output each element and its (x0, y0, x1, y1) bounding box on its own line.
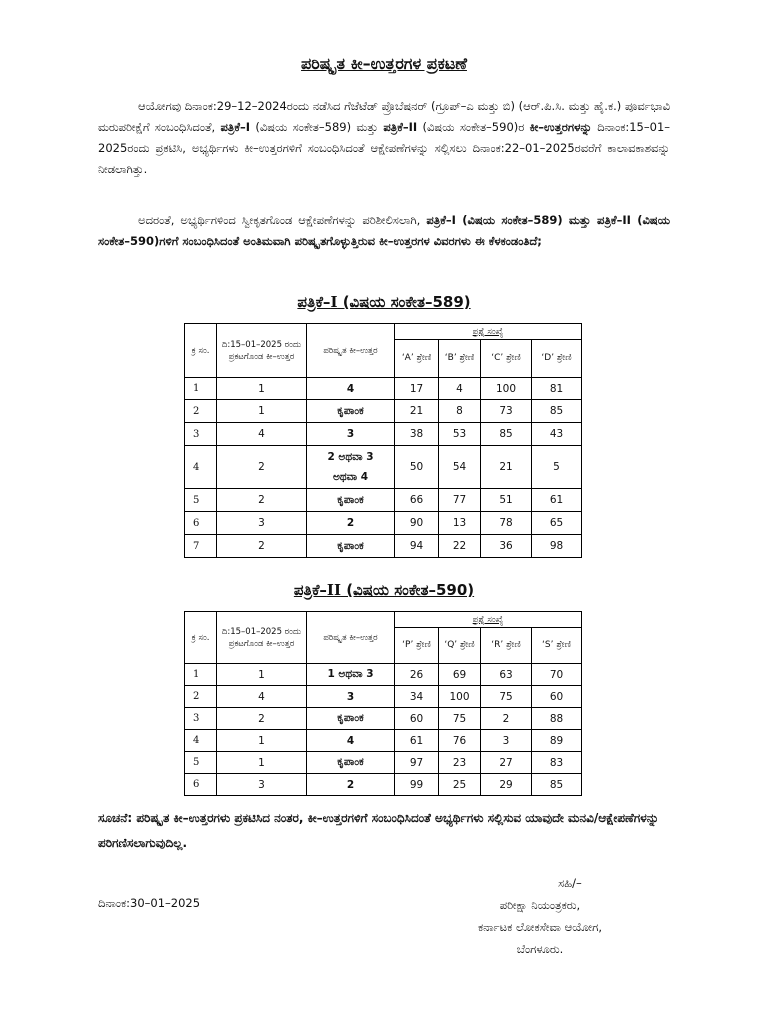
table-row (185, 708, 582, 730)
cell-published: 3 (217, 512, 307, 535)
signature-block (440, 872, 640, 960)
cell-sno: 3 (185, 708, 217, 730)
cell-series-r: 75 (481, 686, 532, 708)
cell-series-c: 51 (481, 489, 532, 512)
paper1-heading-b: I (330, 293, 338, 311)
cell-series-p: 26 (395, 664, 439, 686)
issue-date: ದಿನಾಂಕ:30–01–2025 (98, 896, 201, 910)
cell-sno: 5 (185, 489, 217, 512)
cell-series-c: 36 (481, 535, 532, 558)
cell-series-s: 60 (532, 686, 582, 708)
cell-sno: 7 (185, 535, 217, 558)
page-title: ಪರಿಷ್ಕೃತ ಕೀ–ಉತ್ತರಗಳ ಪ್ರಕಟಣೆ (301, 54, 467, 73)
cell-published: 2 (217, 708, 307, 730)
cell-published: 1 (217, 400, 307, 423)
paper2-header-series-p: ‘P’ ಶ್ರೇಣಿ (395, 628, 439, 664)
cell-series-a: 66 (395, 489, 439, 512)
cell-published: 1 (217, 752, 307, 774)
cell-sno: 4 (185, 730, 217, 752)
cell-series-b: 77 (439, 489, 481, 512)
cell-series-d: 85 (532, 400, 582, 423)
cell-revised: ಕೃಪಾಂಕ (307, 400, 395, 423)
cell-sno: 6 (185, 774, 217, 796)
cell-published: 4 (217, 686, 307, 708)
table-row (185, 752, 582, 774)
cell-series-s: 88 (532, 708, 582, 730)
cell-series-q: 76 (439, 730, 481, 752)
cell-published: 2 (217, 535, 307, 558)
table-row (185, 489, 582, 512)
followup-text-b: ಪತ್ರಿಕೆ–I (ವಿಷಯ ಸಂಕೇತ–589) ಮತ್ತು ಪತ್ರಿಕೆ–II (ವಿಷಯ ಸಂಕೇತ–590)ಗಳಿಗೆ ಸಂಬಂಧಿಸಿದಂತೆ ಅಂತಿಮವಾಗಿ ಪರಿಷ್ಕೃತಗೊಳ್ಳುತ್ತಿರುವ ಕೀ–ಉತ್ತರಗಳ ವಿವರಗಳು ಈ ಕೆಳಕಂಡಂತಿದೆ; (98, 213, 671, 248)
cell-series-a: 94 (395, 535, 439, 558)
paper1-heading (0, 293, 768, 311)
cell-series-a: 21 (395, 400, 439, 423)
table-row (185, 535, 582, 558)
table-row (185, 446, 582, 489)
cell-series-r: 29 (481, 774, 532, 796)
cell-series-c: 85 (481, 423, 532, 446)
paper2-heading-c: (ವಿಷಯ ಸಂಕೇತ–590) (340, 581, 475, 599)
cell-sno: 2 (185, 686, 217, 708)
intro-text-a: ಆಯೋಗವು ದಿನಾಂಕ:29–12–2024ರಂದು ನಡೆಸಿದ ಗೆಜೆಟೆಡ್ ಪ್ರೊಬೆಷನರ್ (ಗ್ರೂಪ್–ಎ ಮತ್ತು ಬಿ) (ಆರ್.ಪಿ.ಸಿ. ಮತ್ತು ಹೈ.ಕ.) ಪೂರ್ವಭಾವಿ ಮರುಪರೀಕ್ಷೆಗೆ ಸಂಬಂಧಿಸಿದಂತೆ, (98, 99, 670, 134)
paper1-header-published: ದಿ:15–01–2025 ರಂದು ಪ್ರಕಟಗೊಂಡ ಕೀ–ಉತ್ತರ (217, 324, 307, 378)
cell-series-s: 85 (532, 774, 582, 796)
paper1-header-series-d: ‘D’ ಶ್ರೇಣಿ (532, 340, 582, 378)
cell-sno: 6 (185, 512, 217, 535)
cell-series-b: 4 (439, 378, 481, 400)
paper1-heading-c: (ವಿಷಯ ಸಂಕೇತ–589) (337, 293, 471, 311)
cell-series-a: 17 (395, 378, 439, 400)
table-row (185, 730, 582, 752)
cell-series-c: 100 (481, 378, 532, 400)
cell-series-r: 63 (481, 664, 532, 686)
paper2-header-qno: ಪ್ರಶ್ನೆ ಸಂಖ್ಯೆ (395, 612, 582, 628)
paper1-heading-a: ಪತ್ರಿಕೆ– (297, 293, 331, 311)
followup-paragraph (98, 210, 670, 252)
cell-series-d: 61 (532, 489, 582, 512)
cell-revised: ಕೃಪಾಂಕ (307, 535, 395, 558)
cell-revised: 4 (307, 378, 395, 400)
paper2-heading-a: ಪತ್ರಿಕೆ– (293, 581, 327, 599)
followup-text-a: ಅದರಂತೆ, ಅಭ್ಯರ್ಥಿಗಳಿಂದ ಸ್ವೀಕೃತಗೊಂಡ ಆಕ್ಷೇಪಣೆಗಳನ್ನು ಪರಿಶೀಲಿಸಲಾಗಿ, (138, 213, 421, 227)
cell-series-a: 90 (395, 512, 439, 535)
cell-series-s: 89 (532, 730, 582, 752)
table-row (185, 774, 582, 796)
cell-series-s: 83 (532, 752, 582, 774)
cell-series-d: 5 (532, 446, 582, 489)
cell-revised: 2 ಅಥವಾ 3 ಅಥವಾ 4 (307, 446, 395, 489)
cell-series-p: 34 (395, 686, 439, 708)
cell-published: 1 (217, 664, 307, 686)
cell-published: 2 (217, 489, 307, 512)
table-row (185, 423, 582, 446)
cell-series-s: 70 (532, 664, 582, 686)
cell-revised: 4 (307, 730, 395, 752)
cell-revised: ಕೃಪಾಂಕ (307, 708, 395, 730)
cell-series-q: 23 (439, 752, 481, 774)
paper2-header-published: ದಿ:15–01–2025 ರಂದು ಪ್ರಕಟಗೊಂಡ ಕೀ–ಉತ್ತರ (217, 612, 307, 664)
paper1-header-sno: ಕ್ರ ಸಂ. (185, 324, 217, 378)
cell-series-p: 97 (395, 752, 439, 774)
cell-series-d: 43 (532, 423, 582, 446)
cell-series-d: 65 (532, 512, 582, 535)
cell-published: 3 (217, 774, 307, 796)
signature-sd: ಸಹಿ/– (558, 876, 582, 890)
cell-series-a: 38 (395, 423, 439, 446)
paper2-table (184, 611, 582, 796)
cell-published: 1 (217, 730, 307, 752)
paper1-table (184, 323, 582, 558)
intro-paper1: ಪತ್ರಿಕೆ–I (220, 120, 251, 134)
cell-sno: 1 (185, 378, 217, 400)
cell-series-b: 54 (439, 446, 481, 489)
cell-series-d: 98 (532, 535, 582, 558)
cell-series-p: 99 (395, 774, 439, 796)
cell-revised: 2 (307, 512, 395, 535)
cell-series-c: 21 (481, 446, 532, 489)
signature-place: ಬೆಂಗಳೂರು. (516, 942, 564, 956)
intro-text-g: ದಿನಾಂಕ:15–01–2025ರಂದು ಪ್ರಕಟಿಸಿ, ಅಭ್ಯರ್ಥಿಗಳು ಕೀ–ಉತ್ತರಗಳಿಗೆ ಸಂಬಂಧಿಸಿದಂತೆ ಆಕ್ಷೇಪಣೆಗಳನ್ನು ಸಲ್ಲಿಸಲು ದಿನಾಂಕ:22–01–2025ರವರೆಗೆ ಕಾಲಾವಕಾಶವನ್ನು ನೀಡಲಾಗಿತ್ತು. (98, 120, 671, 176)
cell-series-c: 78 (481, 512, 532, 535)
cell-series-a: 50 (395, 446, 439, 489)
signature-designation: ಪರೀಕ್ಷಾ ನಿಯಂತ್ರಕರು, (499, 898, 581, 912)
table-row (185, 512, 582, 535)
cell-revised: 2 (307, 774, 395, 796)
intro-text-c: (ವಿಷಯ ಸಂಕೇತ–589) ಮತ್ತು (255, 120, 379, 134)
cell-sno: 1 (185, 664, 217, 686)
signature-org: ಕರ್ನಾಟಕ ಲೋಕಸೇವಾ ಆಯೋಗ, (478, 920, 602, 934)
cell-sno: 3 (185, 423, 217, 446)
cell-series-p: 61 (395, 730, 439, 752)
paper2-header-series-q: ‘Q’ ಶ್ರೇಣಿ (439, 628, 481, 664)
intro-paper2: ಪತ್ರಿಕೆ–II (383, 120, 418, 134)
intro-text-e: (ವಿಷಯ ಸಂಕೇತ–590)ರ (422, 120, 525, 134)
cell-revised: 3 (307, 423, 395, 446)
cell-series-c: 73 (481, 400, 532, 423)
cell-series-r: 2 (481, 708, 532, 730)
cell-series-q: 69 (439, 664, 481, 686)
table-row (185, 664, 582, 686)
note-text: ಸೂಚನೆ: ಪರಿಷ್ಕೃತ ಕೀ–ಉತ್ತರಗಳು ಪ್ರಕಟಿಸಿದ ನಂತರ, ಕೀ–ಉತ್ತರಗಳಿಗೆ ಸಂಬಂಧಿಸಿದಂತೆ ಅಭ್ಯರ್ಥಿಗಳು ಸಲ್ಲಿಸುವ ಯಾವುದೇ ಮನವಿ/ಆಕ್ಷೇಪಣೆಗಳನ್ನು ಪರಿಗಣಿಸಲಾಗುವುದಿಲ್ಲ. (98, 811, 659, 850)
cell-series-p: 60 (395, 708, 439, 730)
cell-revised: 3 (307, 686, 395, 708)
cell-series-b: 13 (439, 512, 481, 535)
cell-sno: 5 (185, 752, 217, 774)
paper2-heading-b: II (326, 581, 341, 599)
cell-published: 4 (217, 423, 307, 446)
table-row (185, 378, 582, 400)
cell-series-q: 75 (439, 708, 481, 730)
cell-series-r: 3 (481, 730, 532, 752)
cell-revised: ಕೃಪಾಂಕ (307, 489, 395, 512)
paper1-header-revised: ಪರಿಷ್ಕೃತ ಕೀ–ಉತ್ತರ (307, 324, 395, 378)
paper2-header-revised: ಪರಿಷ್ಕೃತ ಕೀ–ಉತ್ತರ (307, 612, 395, 664)
cell-series-q: 25 (439, 774, 481, 796)
intro-paragraph (98, 96, 670, 180)
cell-published: 2 (217, 446, 307, 489)
paper2-header-series-s: ‘S’ ಶ್ರೇಣಿ (532, 628, 582, 664)
cell-series-b: 22 (439, 535, 481, 558)
paper2-header-sno: ಕ್ರ ಸಂ. (185, 612, 217, 664)
cell-series-b: 8 (439, 400, 481, 423)
cell-revised: ಕೃಪಾಂಕ (307, 752, 395, 774)
cell-sno: 4 (185, 446, 217, 489)
cell-series-d: 81 (532, 378, 582, 400)
cell-series-r: 27 (481, 752, 532, 774)
paper2-header-series-r: ‘R’ ಶ್ರೇಣಿ (481, 628, 532, 664)
cell-published: 1 (217, 378, 307, 400)
table-row (185, 400, 582, 423)
paper1-header-series-b: ‘B’ ಶ್ರೇಣಿ (439, 340, 481, 378)
cell-revised: 1 ಅಥವಾ 3 (307, 664, 395, 686)
paper2-heading (0, 581, 768, 599)
intro-key-answers: ಕೀ–ಉತ್ತರಗಳನ್ನು (529, 120, 592, 134)
cell-sno: 2 (185, 400, 217, 423)
cell-series-q: 100 (439, 686, 481, 708)
paper1-header-series-c: ‘C’ ಶ್ರೇಣಿ (481, 340, 532, 378)
table-row (185, 686, 582, 708)
cell-series-b: 53 (439, 423, 481, 446)
paper1-header-qno: ಪ್ರಶ್ನೆ ಸಂಖ್ಯೆ (395, 324, 582, 340)
paper1-header-series-a: ‘A’ ಶ್ರೇಣಿ (395, 340, 439, 378)
